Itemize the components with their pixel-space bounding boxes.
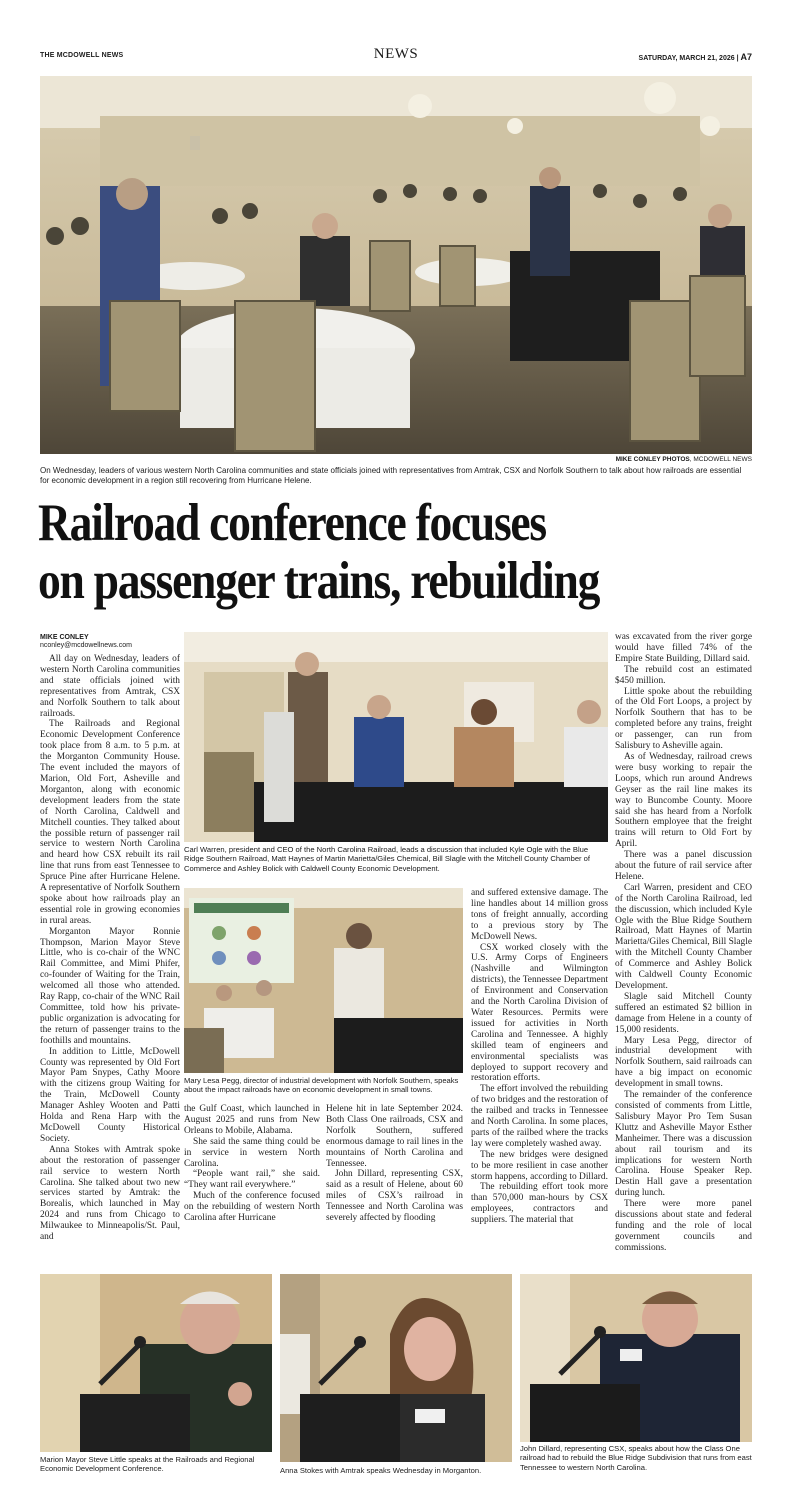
paragraph: CSX worked closely with the U.S. Army Corps of Engineers (Nashville and Wilmington districts), the Tennessee Department of Environment and Conservation and the North Carolina Division of Water Resources. Permits were issued for activities in North Carolina and Tennessee. A highly skilled team of engineers and environmental specialists was deployed to support recovery and restoration efforts. xyxy=(471,942,608,1084)
panel-photo-caption: Carl Warren, president and CEO of the North Carolina Railroad, leads a discussion that included Kyle Ogle with the Blue Ridge Southern Railroad, Matt Haynes of Martin Marietta/Giles Chemical, Bill Slagle with the Mitchell County Chamber of Commerce and Ashley Bolick with Caldwell County Economic Development. xyxy=(184,845,591,873)
paragraph: The Railroads and Regional Economic Development Conference took place from 8 a.m. to 5 p.m. at the Morganton Community House. The event included the mayors of Marion, Old Fort, Asheville and Morganton, along with economic development leaders from the state of North Carolina, Caldwell and Mitchell counties. They talked about the possible return of passenger rail service to western North Carolina and heard how CSX rebuilt its rail line that runs from east Tennessee to Spruce Pine after Hurricane Helene. A representative of Norfolk Southern spoke about how railroads play an essential role in growing economies in rural areas. xyxy=(40,719,180,926)
little-photo xyxy=(40,1274,272,1452)
author-email: nconley@mcdowellnews.com xyxy=(40,642,132,649)
paragraph: There were more panel discussions about state and federal funding and the role of local government councils and commissions. xyxy=(615,1199,752,1253)
dillard-photo-caption: John Dillard, representing CSX, speaks about how the Class One railroad had to rebuild the Blue Ridge Subdivision that runs from east Tennessee to western North Carolina. xyxy=(520,1444,752,1472)
pegg-photo-caption: Mary Lesa Pegg, director of industrial development with Norfolk Southern, speaks about the impact railroads have on economic development in small towns. xyxy=(184,1076,459,1095)
paragraph: Carl Warren, president and CEO of the North Carolina Railroad, led the discussion, which included Kyle Ogle with the Blue Ridge Southern Railroad, Matt Haynes of Martin Marietta/Giles Chemical, Bill Slagle with the Mitchell County Chamber of Commerce and Ashley Bolick with Caldwell County Economic Development. xyxy=(615,882,752,991)
paragraph: Anna Stokes with Amtrak spoke about the restoration of passenger rail service to western North Carolina. She talked about two new services started by Amtrak: the Borealis, which launched in May 2024 and runs from Chicago to Milwaukee to Minneapolis/St. Paul, and xyxy=(40,1144,180,1243)
paragraph: In addition to Little, McDowell County was represented by Old Fort Mayor Pam Snypes, Cathy Moore with the citizens group Waiting for the Train, McDowell County Manager Ashley Wooten and Patti Holda and Rena Harp with the McDowell County Historical Society. xyxy=(40,1046,180,1144)
page-date: SATURDAY, MARCH 21, 2026 xyxy=(638,55,735,62)
article-column-5 xyxy=(615,632,752,1254)
paragraph: Helene hit in late September 2024. Both Class One railroads, CSX and Norfolk Southern, suffered enormous damage to rail lines in the mountains of North Carolina and Tennessee. xyxy=(326,1104,463,1169)
little-photo-caption: Marion Mayor Steve Little speaks at the Railroads and Regional Economic Development Conference. xyxy=(40,1455,255,1474)
stokes-photo xyxy=(280,1274,512,1462)
author-name: MIKE CONLEY xyxy=(40,634,89,641)
paragraph: The new bridges were designed to be more resilient in case another storm happens, according to Dillard. xyxy=(471,1149,608,1182)
section-name: NEWS xyxy=(373,46,419,62)
article-column-4 xyxy=(471,888,608,1226)
main-photo xyxy=(40,76,752,454)
date-page: SATURDAY, MARCH 21, 2026 | A7 xyxy=(638,52,752,62)
paragraph: There was a panel discussion about the future of rail service after Helene. xyxy=(615,850,752,882)
paragraph: Slagle said Mitchell County suffered an estimated $2 billion in damage from Helene in a county of 15,000 residents. xyxy=(615,991,752,1035)
stokes-photo-caption: Anna Stokes with Amtrak speaks Wednesday in Morganton. xyxy=(280,1466,482,1475)
credit-rest: , MCDOWELL NEWS xyxy=(689,456,752,463)
paragraph: and suffered extensive damage. The line handles about 14 million gross tons of freight annually, according to a previous story by The McDowell News. xyxy=(471,888,608,942)
paragraph: The rebuild cost an estimated $450 million. xyxy=(615,664,752,686)
headline-line-2: on passenger trains, rebuilding xyxy=(38,552,600,610)
page-number: A7 xyxy=(740,52,752,62)
paragraph: She said the same thing could be in service in western North Carolina. xyxy=(184,1136,320,1169)
panel-photo xyxy=(184,632,608,842)
photo-credit xyxy=(616,456,752,463)
article-column-2 xyxy=(184,1104,320,1224)
main-photo-caption: On Wednesday, leaders of various western North Carolina communities and state officials joined with representatives from Amtrak, CSX and Norfolk Southern to talk about how railroads are essential for economic development in a region still recovering from Hurricane Helene. xyxy=(40,466,742,485)
paper-name: THE MCDOWELL NEWS xyxy=(40,52,124,59)
byline xyxy=(40,634,180,649)
paragraph: Much of the conference focused on the rebuilding of western North Carolina after Hurricane xyxy=(184,1191,320,1224)
paragraph: Mary Lesa Pegg, director of industrial development with Norfolk Southern, said railroads can have a big impact on economic development in small towns. xyxy=(615,1035,752,1090)
paragraph: was excavated from the river gorge would have filled 74% of the Empire State Building, Dillard said. xyxy=(615,632,752,664)
pegg-photo xyxy=(184,888,463,1073)
paragraph: The effort involved the rebuilding of two bridges and the restoration of the railbed and tracks in Tennessee and North Carolina. In some places, parts of the railbed where the tracks lay were completely washed away. xyxy=(471,1084,608,1149)
paragraph: The rebuilding effort took more than 570,000 man-hours by CSX employees, contractors and suppliers. The material that xyxy=(471,1182,608,1226)
headline-line-1: Railroad conference focuses xyxy=(38,494,546,552)
paragraph: As of Wednesday, railroad crews were busy working to repair the Loops, which run around Andrews Geyser as the rail line makes its way to Buncombe County. Moore said she has heard from a Norfolk Southern employee that the freight trains will return to Old Fort by April. xyxy=(615,751,752,850)
paragraph: the Gulf Coast, which launched in August 2025 and runs from New Orleans to Mobile, Alabama. xyxy=(184,1104,320,1136)
paragraph: All day on Wednesday, leaders of western North Carolina communities and state officials joined with representatives from Amtrak, CSX and Norfolk Southern to talk about railroads. xyxy=(40,654,180,719)
paragraph: Little spoke about the rebuilding of the Old Fort Loops, a project by Norfolk Southern that has to be completed before any trains, freight or passenger, can run from Salisbury to Asheville again. xyxy=(615,686,752,752)
paragraph: John Dillard, representing CSX, said as a result of Helene, about 60 miles of CSX’s railroad in Tennessee and North Carolina was severely affected by flooding xyxy=(326,1169,463,1224)
dillard-photo xyxy=(520,1274,752,1442)
paragraph: Morganton Mayor Ronnie Thompson, Marion Mayor Steve Little, who is co-chair of the WNC Rail Committee, and Mimi Phifer, co-founder of Waiting for the Train, welcomed all those who attended. Ray Rapp, co-chair of the WNC Rail Committee, told how his private-public organization is advocating for the return of passenger trains to the foothills and mountains. xyxy=(40,926,180,1046)
headline xyxy=(38,494,657,610)
article-column-3 xyxy=(326,1104,463,1224)
article-column-1 xyxy=(40,654,180,1243)
paragraph: “People want rail,” she said. “They want rail everywhere.” xyxy=(184,1169,320,1191)
paragraph: The remainder of the conference consisted of comments from Little, Salisbury Mayor Pro Tem Susan Kluttz and Asheville Mayor Esther Manheimer. There was a discussion about rail tourism and its implications for western North Carolina. House Speaker Rep. Destin Hall gave a presentation during lunch. xyxy=(615,1090,752,1199)
page-header xyxy=(40,46,752,68)
credit-bold: MIKE CONLEY PHOTOS xyxy=(615,456,690,463)
